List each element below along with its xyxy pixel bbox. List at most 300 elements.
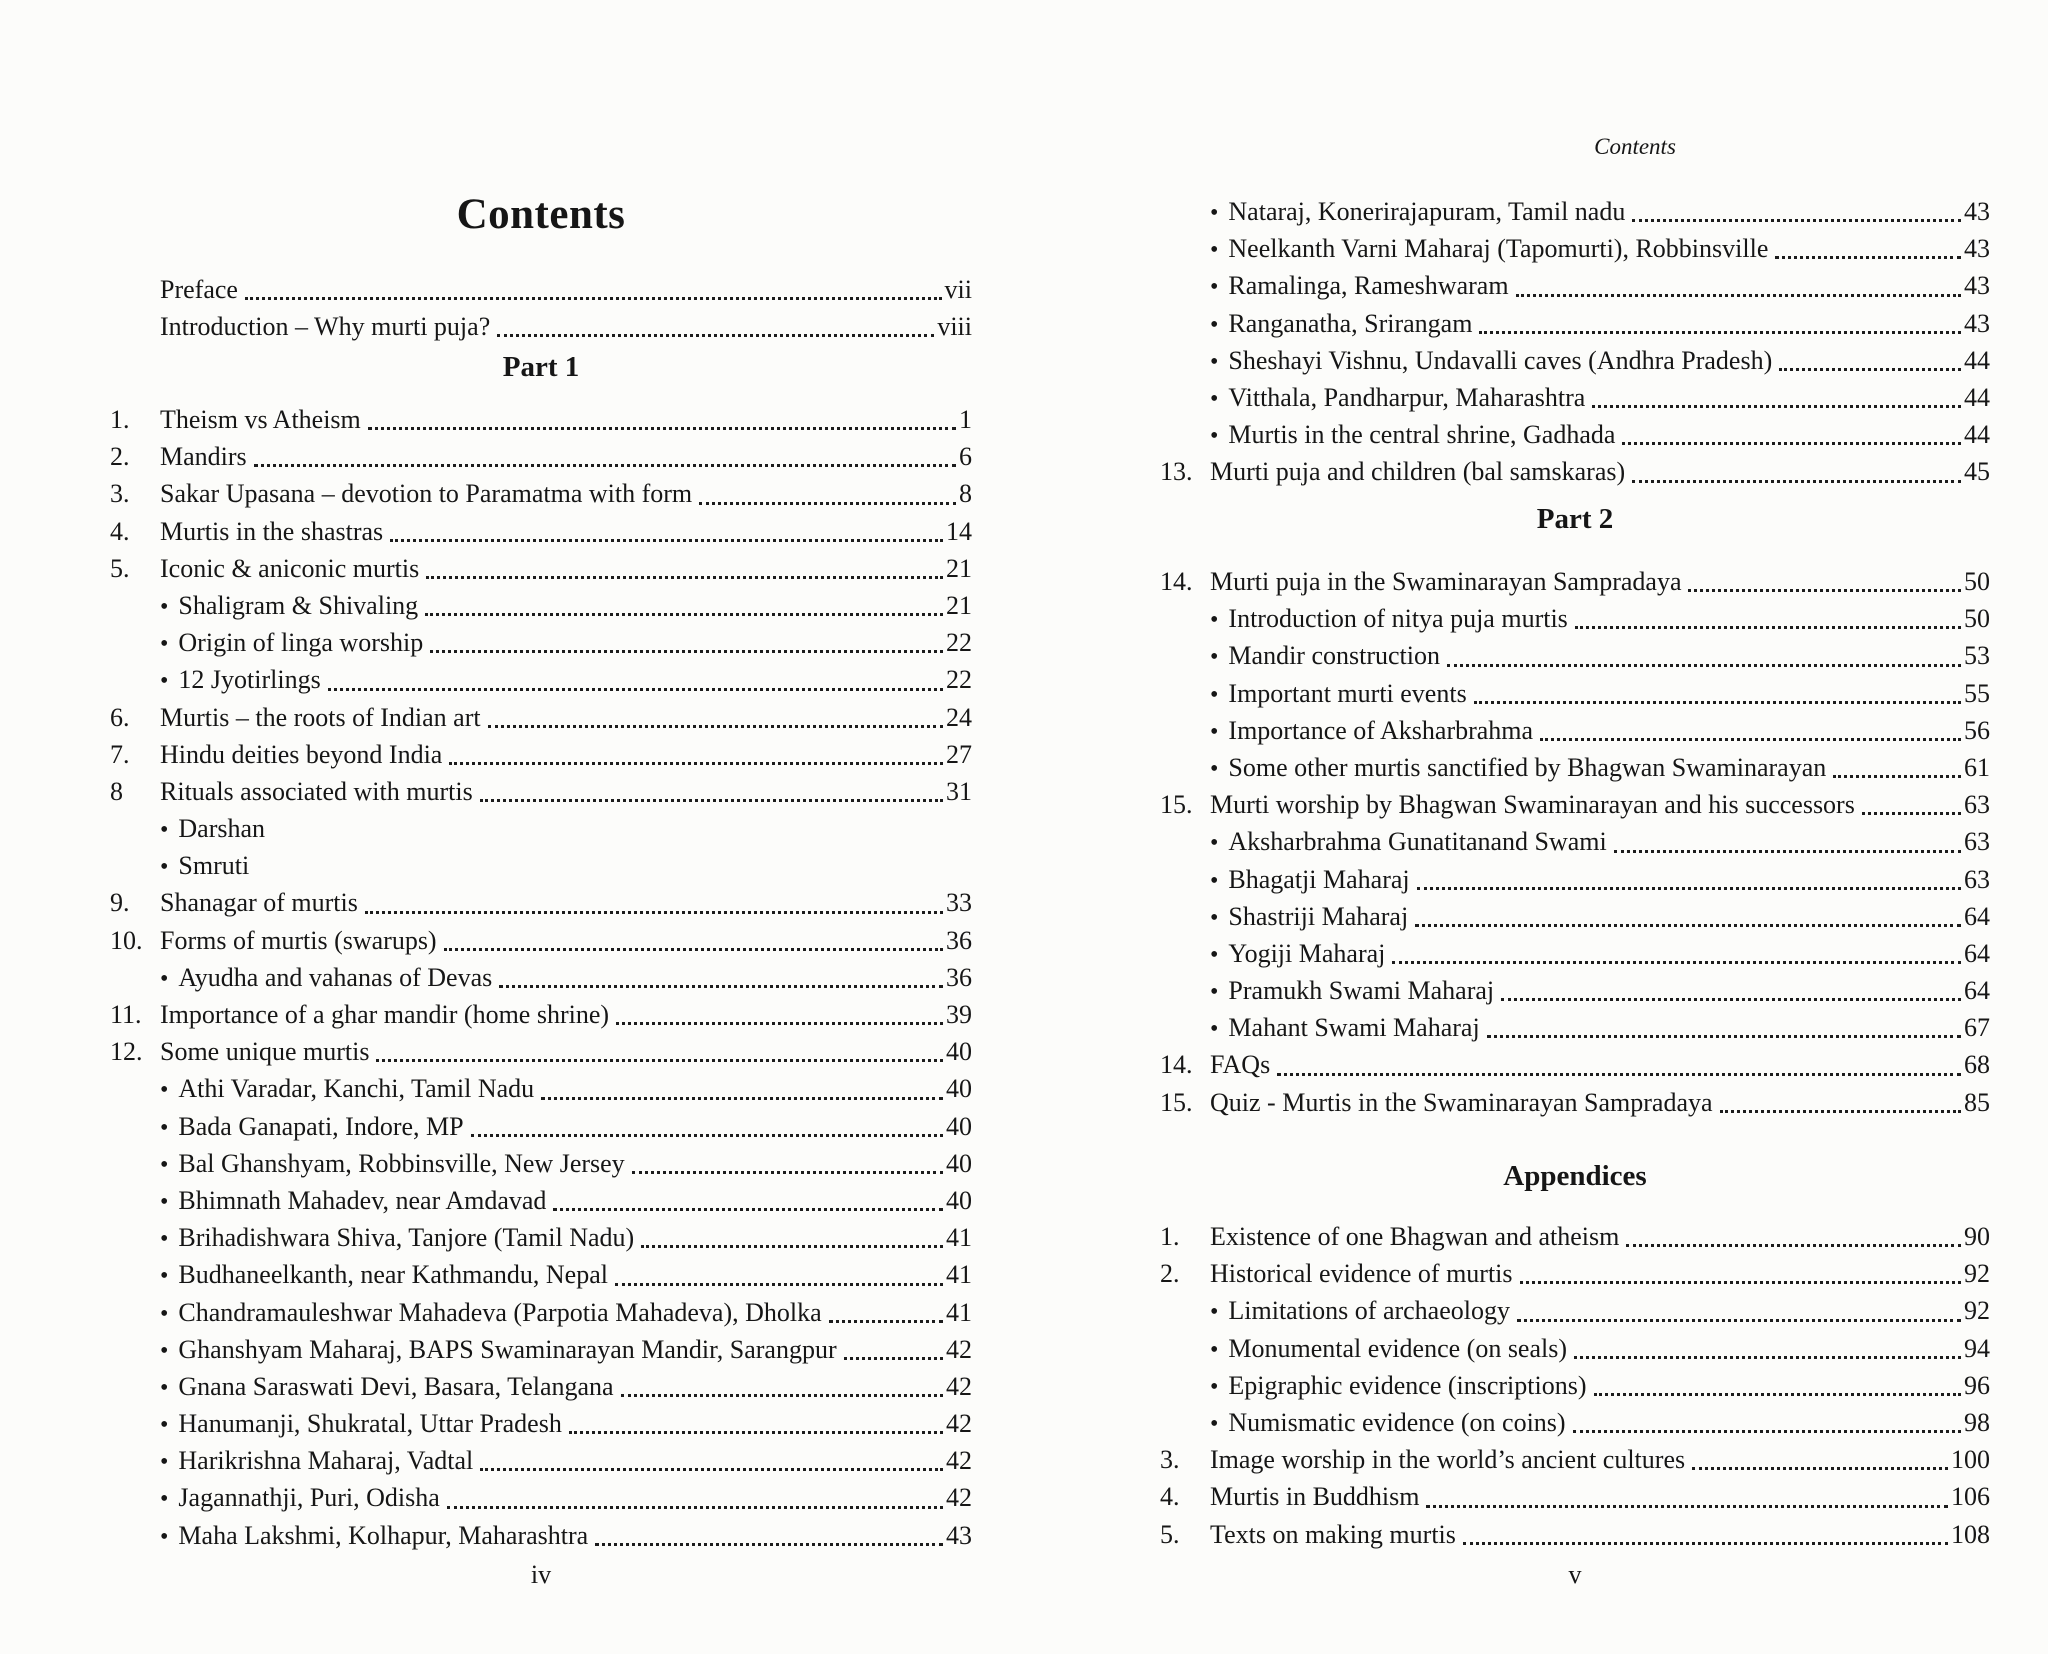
toc-entry-page: 50: [1964, 604, 1990, 634]
toc-entry-page: 50: [1964, 567, 1990, 596]
dot-leader: [1463, 1538, 1948, 1545]
toc-entry-number: 5.: [110, 553, 130, 583]
toc-entry-page: viii: [937, 312, 972, 342]
toc-entry-label: Jagannathji, Puri, Odisha: [178, 1483, 440, 1513]
toc-row: [1160, 1516, 1990, 1553]
dot-leader: [425, 609, 943, 616]
dot-leader: [1479, 327, 1961, 334]
toc-entry-page: 22: [946, 628, 972, 658]
dot-leader: [499, 981, 943, 988]
toc-row: [1160, 1367, 1990, 1404]
bullet-icon: •: [1210, 200, 1219, 226]
toc-entry-label: Nataraj, Konerirajapuram, Tamil nadu: [1228, 197, 1626, 226]
dot-leader: [615, 1279, 943, 1286]
running-header: Contents: [1594, 134, 1676, 159]
bullet-icon: •: [1210, 348, 1219, 375]
toc-entry-label: Mandir construction: [1228, 641, 1440, 671]
toc-entry-page: 108: [1951, 1519, 1990, 1549]
toc-entry-label: Yogiji Maharaj: [1228, 938, 1386, 968]
dot-leader: [1592, 401, 1961, 408]
toc-entry-page: 31: [946, 776, 972, 806]
toc-entry-number: 12.: [110, 1037, 143, 1067]
bullet-icon: •: [160, 1337, 169, 1364]
page-folio-right: v: [1568, 1560, 1582, 1589]
toc-entry-label: Ghanshyam Maharaj, BAPS Swaminarayan Mandir, Sarangpur: [178, 1334, 837, 1364]
toc-entry-page: 44: [1964, 345, 1990, 375]
toc-row: [110, 1368, 972, 1405]
dot-leader: [365, 907, 943, 914]
toc-row: [110, 438, 972, 475]
toc-entry-page: 96: [1964, 1370, 1990, 1400]
toc-entry-page: 53: [1964, 641, 1990, 671]
dot-leader: [541, 1093, 943, 1100]
toc-entry-label: Forms of murtis (swarups): [160, 925, 437, 955]
toc-row: [110, 1256, 972, 1293]
toc-entry-label: Murtis – the roots of Indian art: [160, 702, 481, 732]
toc-entry-label: Brihadishwara Shiva, Tanjore (Tamil Nadu): [178, 1223, 635, 1253]
dot-leader: [1501, 994, 1961, 1001]
toc-entry-number: 7.: [110, 739, 130, 769]
toc-entry-page: 92: [1964, 1296, 1990, 1326]
toc-entry-label: Shastriji Maharaj: [1228, 901, 1409, 931]
toc-entry-label: Murti puja and children (bal samskaras): [1210, 457, 1626, 487]
toc-entry-label: Origin of linga worship: [178, 628, 424, 658]
bullet-icon: •: [1210, 274, 1219, 301]
toc-entry-page: 33: [946, 888, 972, 918]
dot-leader: [844, 1353, 943, 1360]
toc-entry-label: Historical evidence of murtis: [1210, 1259, 1513, 1289]
toc-row: [1160, 1255, 1990, 1292]
toc-entry-page: 42: [946, 1446, 972, 1476]
toc-entry-page: 43: [946, 1520, 972, 1550]
dot-leader: [1520, 1277, 1961, 1284]
toc-row: [1160, 342, 1990, 379]
toc-entry-page: 68: [1964, 1050, 1990, 1080]
toc-entry-page: 100: [1951, 1445, 1990, 1475]
toc-entry-number: 10.: [110, 925, 143, 955]
toc-entry-label: Bal Ghanshyam, Robbinsville, New Jersey: [178, 1148, 625, 1178]
toc-row: [1160, 786, 1990, 823]
toc-entry-page: 22: [946, 665, 972, 695]
toc-row: [110, 996, 972, 1033]
toc-row: [1160, 1292, 1990, 1329]
bullet-icon: •: [160, 1263, 169, 1290]
toc-entry-label: Hanumanji, Shukratal, Uttar Pradesh: [178, 1409, 562, 1439]
toc-row: [110, 661, 972, 698]
toc-entry-page: 63: [1964, 827, 1990, 857]
toc-entry-page: 56: [1964, 715, 1990, 745]
toc-entry-page: 1: [959, 405, 972, 434]
toc-entry-label: Existence of one Bhagwan and atheism: [1210, 1222, 1620, 1251]
toc-row: [1160, 712, 1990, 749]
dot-leader: [447, 1502, 943, 1509]
toc-entry-page: vii: [944, 275, 972, 304]
toc-entry-label: Smruti: [178, 851, 250, 881]
bullet-icon: •: [160, 1374, 169, 1401]
toc-entry-label: Harikrishna Maharaj, Vadtal: [178, 1446, 474, 1476]
toc-row: [110, 1405, 972, 1442]
part2-entry-list: [1160, 563, 1990, 1121]
dot-leader: [641, 1241, 943, 1248]
contents-title: Contents: [456, 191, 626, 238]
dot-leader: [449, 758, 943, 765]
toc-row: [110, 550, 972, 587]
toc-entry-page: 21: [946, 590, 972, 620]
toc-entry-label: Iconic & aniconic murtis: [160, 553, 420, 583]
toc-entry-label: Neelkanth Varni Maharaj (Tapomurti), Robbinsville: [1228, 234, 1769, 264]
toc-entry-page: 43: [1964, 234, 1990, 264]
toc-entry-page: 64: [1964, 901, 1990, 931]
toc-row: [110, 810, 972, 847]
dot-leader: [376, 1055, 943, 1062]
toc-entry-number: 13.: [1160, 457, 1193, 487]
dot-leader: [1516, 290, 1961, 297]
toc-row: [110, 308, 972, 345]
toc-entry-label: Preface: [160, 275, 238, 304]
bullet-icon: •: [160, 965, 169, 992]
toc-row: [1160, 1046, 1990, 1083]
dot-leader: [1632, 476, 1961, 483]
dot-leader: [1487, 1031, 1961, 1038]
toc-entry-label: Bada Ganapati, Indore, MP: [178, 1111, 464, 1141]
dot-leader: [1720, 1106, 1961, 1113]
bullet-icon: •: [160, 1226, 169, 1253]
bullet-icon: •: [160, 1151, 169, 1178]
toc-entry-label: Sheshayi Vishnu, Undavalli caves (Andhra Pradesh): [1228, 345, 1773, 375]
toc-entry-page: 36: [946, 962, 972, 992]
toc-entry-page: 8: [959, 479, 972, 509]
bullet-icon: •: [160, 1188, 169, 1215]
dot-leader: [1447, 660, 1961, 667]
dot-leader: [632, 1167, 943, 1174]
toc-entry-page: 27: [946, 739, 972, 769]
toc-row: [110, 1517, 972, 1554]
dot-leader: [1392, 957, 1961, 964]
toc-entry-number: 8: [110, 776, 123, 806]
toc-entry-label: Murtis in the shastras: [160, 516, 384, 546]
bullet-icon: •: [160, 1486, 169, 1513]
toc-entry-page: 40: [946, 1074, 972, 1104]
dot-leader: [245, 293, 942, 300]
bullet-icon: •: [1210, 1373, 1219, 1400]
toc-entry-label: Bhagatji Maharaj: [1228, 864, 1410, 894]
bullet-icon: •: [1210, 755, 1219, 782]
bullet-icon: •: [1210, 237, 1219, 264]
toc-entry-page: 106: [1951, 1482, 1990, 1512]
part1-heading: Part 1: [502, 351, 580, 383]
toc-entry-label: Murti puja in the Swaminarayan Sampradaya: [1210, 567, 1682, 596]
dot-leader: [254, 460, 956, 467]
toc-row: [110, 1331, 972, 1368]
toc-row: [1160, 823, 1990, 860]
toc-entry-label: Ramalinga, Rameshwaram: [1228, 271, 1509, 301]
toc-entry-label: Important murti events: [1228, 678, 1467, 708]
toc-entry-page: 55: [1964, 678, 1990, 708]
bullet-icon: •: [1210, 681, 1219, 708]
dot-leader: [444, 944, 943, 951]
toc-entry-page: 85: [1964, 1087, 1990, 1117]
toc-row: [1160, 379, 1990, 416]
toc-entry-label: Bhimnath Mahadev, near Amdavad: [178, 1185, 547, 1215]
toc-entry-page: 36: [946, 925, 972, 955]
toc-entry-page: 45: [1964, 457, 1990, 487]
toc-entry-page: 44: [1964, 382, 1990, 412]
toc-entry-number: 2.: [110, 442, 130, 472]
dot-leader: [553, 1204, 943, 1211]
toc-row: [110, 1294, 972, 1331]
toc-row: [1160, 563, 1990, 600]
dot-leader: [480, 1464, 943, 1471]
toc-entry-number: 6.: [110, 702, 130, 732]
toc-entry-page: 63: [1964, 864, 1990, 894]
toc-entry-label: Mahant Swami Maharaj: [1228, 1013, 1480, 1043]
toc-row: [110, 1479, 972, 1516]
bullet-icon: •: [1210, 311, 1219, 338]
front-matter-list: [110, 271, 972, 345]
toc-entry-label: Monumental evidence (on seals): [1228, 1333, 1568, 1363]
toc-row: [1160, 935, 1990, 972]
toc-entry-label: Budhaneelkanth, near Kathmandu, Nepal: [178, 1260, 608, 1290]
toc-entry-page: 41: [946, 1297, 972, 1327]
dot-leader: [1622, 438, 1961, 445]
left-page: [110, 0, 972, 1654]
dot-leader: [426, 572, 943, 579]
bullet-icon: •: [1210, 1410, 1219, 1437]
toc-entry-page: 40: [946, 1111, 972, 1141]
toc-entry-number: 9.: [110, 888, 130, 918]
toc-row: [110, 922, 972, 959]
toc-row: [110, 587, 972, 624]
part1-entry-list: [110, 401, 972, 1554]
toc-entry-label: Darshan: [178, 814, 266, 844]
toc-entry-label: Importance of a ghar mandir (home shrine): [160, 1000, 610, 1029]
toc-row: [1160, 230, 1990, 267]
toc-entry-page: 24: [946, 702, 972, 732]
toc-entry-label: FAQs: [1210, 1050, 1271, 1080]
toc-entry-label: Sakar Upasana – devotion to Paramatma with form: [160, 479, 693, 509]
toc-row: [110, 401, 972, 438]
bullet-icon: •: [1210, 1299, 1219, 1326]
dot-leader: [497, 330, 934, 337]
toc-row: [1160, 861, 1990, 898]
bullet-icon: •: [160, 1412, 169, 1439]
toc-row: [110, 513, 972, 550]
toc-entry-label: Vitthala, Pandharpur, Maharashtra: [1228, 382, 1586, 412]
toc-row: [110, 1442, 972, 1479]
toc-entry-number: 14.: [1160, 567, 1193, 596]
part2-heading: Part 2: [1536, 503, 1614, 535]
toc-entry-page: 43: [1964, 308, 1990, 338]
toc-row: [1160, 1478, 1990, 1515]
toc-entry-page: 42: [946, 1483, 972, 1513]
toc-row: [110, 475, 972, 512]
dot-leader: [595, 1539, 943, 1546]
dot-leader: [1573, 1426, 1961, 1433]
dot-leader: [829, 1316, 943, 1323]
bullet-icon: •: [1210, 867, 1219, 894]
bullet-icon: •: [1210, 979, 1219, 1006]
toc-entry-page: 6: [959, 442, 972, 472]
toc-row: [1160, 600, 1990, 637]
toc-row: [1160, 1218, 1990, 1255]
toc-entry-number: 15.: [1160, 1087, 1193, 1117]
dot-leader: [1426, 1501, 1948, 1508]
toc-entry-page: 41: [946, 1260, 972, 1290]
toc-entry-label: Shanagar of murtis: [160, 888, 358, 918]
toc-entry-page: 40: [946, 1148, 972, 1178]
toc-entry-page: 64: [1964, 938, 1990, 968]
toc-entry-page: 92: [1964, 1259, 1990, 1289]
dot-leader: [1614, 846, 1961, 853]
dot-leader: [1540, 734, 1961, 741]
dot-leader: [699, 498, 956, 505]
toc-entry-label: Theism vs Atheism: [160, 405, 361, 434]
toc-row: [1160, 637, 1990, 674]
toc-row: [110, 1033, 972, 1070]
dot-leader: [1862, 808, 1961, 815]
toc-row: [110, 699, 972, 736]
toc-entry-page: 98: [1964, 1407, 1990, 1437]
toc-entry-label: Ranganatha, Srirangam: [1228, 308, 1473, 338]
dot-leader: [1517, 1315, 1961, 1322]
toc-entry-page: 41: [946, 1223, 972, 1253]
toc-row: [110, 736, 972, 773]
dot-leader: [1277, 1069, 1961, 1076]
dot-leader: [621, 1390, 943, 1397]
bullet-icon: •: [160, 668, 169, 695]
toc-entry-page: 43: [1964, 271, 1990, 301]
appendix-entry-list: [1160, 1218, 1990, 1553]
bullet-icon: •: [1210, 941, 1219, 968]
toc-entry-page: 39: [946, 1000, 972, 1029]
toc-entry-page: 61: [1964, 752, 1990, 782]
toc-entry-page: 40: [946, 1037, 972, 1067]
dot-leader: [1474, 697, 1961, 704]
toc-entry-page: 42: [946, 1409, 972, 1439]
toc-entry-page: 90: [1964, 1222, 1990, 1251]
toc-row: [1160, 305, 1990, 342]
toc-entry-page: 67: [1964, 1013, 1990, 1043]
dot-leader: [328, 684, 943, 691]
toc-row: [1160, 267, 1990, 304]
toc-entry-number: 15.: [1160, 790, 1193, 820]
toc-row: [110, 1182, 972, 1219]
dot-leader: [480, 795, 943, 802]
bullet-icon: •: [1210, 830, 1219, 857]
toc-entry-page: 40: [946, 1185, 972, 1215]
dot-leader: [368, 423, 956, 430]
toc-row: [110, 1108, 972, 1145]
toc-entry-label: Importance of Aksharbrahma: [1228, 715, 1534, 745]
toc-entry-label: Murtis in the central shrine, Gadhada: [1228, 420, 1616, 450]
toc-row: [1160, 453, 1990, 490]
toc-entry-page: 42: [946, 1371, 972, 1401]
dot-leader: [1574, 1352, 1961, 1359]
bullet-icon: •: [160, 1077, 169, 1104]
toc-row: [110, 624, 972, 661]
dot-leader: [1775, 252, 1961, 259]
toc-row: [110, 847, 972, 884]
toc-entry-number: 11.: [110, 1000, 142, 1029]
appendices-heading: Appendices: [1503, 1160, 1647, 1192]
bullet-icon: •: [1210, 1016, 1219, 1043]
toc-row: [1160, 416, 1990, 453]
toc-row: [1160, 898, 1990, 935]
toc-entry-page: 44: [1964, 420, 1990, 450]
toc-entry-label: Introduction of nitya puja murtis: [1228, 604, 1568, 634]
dot-leader: [1415, 920, 1961, 927]
toc-entry-number: 1.: [1160, 1222, 1180, 1251]
dot-leader: [1692, 1463, 1948, 1470]
dot-leader: [569, 1427, 943, 1434]
bullet-icon: •: [160, 817, 169, 844]
dot-leader: [1833, 771, 1961, 778]
toc-row: [110, 271, 972, 308]
toc-row: [1160, 675, 1990, 712]
toc-row: [110, 959, 972, 996]
toc-row: [110, 884, 972, 921]
right-page: [1160, 0, 1990, 1654]
toc-entry-page: 63: [1964, 790, 1990, 820]
toc-entry-page: 21: [946, 553, 972, 583]
dot-leader: [1779, 364, 1961, 371]
dot-leader: [616, 1018, 943, 1025]
bullet-icon: •: [160, 593, 169, 620]
toc-row: [1160, 1330, 1990, 1367]
toc-row: [1160, 1084, 1990, 1121]
dot-leader: [488, 721, 943, 728]
toc-entry-label: Gnana Saraswati Devi, Basara, Telangana: [178, 1371, 614, 1401]
toc-entry-label: Ayudha and vahanas of Devas: [178, 962, 493, 992]
toc-entry-label: Chandramauleshwar Mahadeva (Parpotia Mahadeva), Dholka: [178, 1297, 822, 1327]
toc-entry-label: 12 Jyotirlings: [178, 665, 321, 695]
bullet-icon: •: [160, 1449, 169, 1476]
toc-entry-label: Some other murtis sanctified by Bhagwan Swaminarayan: [1228, 752, 1827, 782]
bullet-icon: •: [160, 631, 169, 658]
toc-entry-number: 4.: [110, 516, 130, 546]
bullet-icon: •: [1210, 607, 1219, 634]
dot-leader: [1594, 1389, 1961, 1396]
toc-row: [110, 1070, 972, 1107]
toc-entry-label: Numismatic evidence (on coins): [1228, 1407, 1566, 1437]
toc-entry-label: Introduction – Why murti puja?: [160, 312, 491, 342]
toc-entry-number: 14.: [1160, 1050, 1193, 1080]
toc-entry-number: 2.: [1160, 1259, 1180, 1289]
toc-entry-label: Limitations of archaeology: [1228, 1296, 1510, 1326]
dot-leader: [1575, 622, 1961, 629]
toc-entry-number: 3.: [110, 479, 130, 509]
toc-entry-label: Quiz - Murtis in the Swaminarayan Sampradaya: [1210, 1087, 1713, 1117]
toc-entry-page: 43: [1964, 197, 1990, 226]
toc-entry-label: Murtis in Buddhism: [1210, 1482, 1420, 1512]
toc-entry-label: Rituals associated with murtis: [160, 776, 473, 806]
toc-row: [110, 1145, 972, 1182]
toc-entry-label: Some unique murtis: [160, 1037, 370, 1067]
page-folio-left: iv: [530, 1560, 552, 1589]
toc-row: [1160, 972, 1990, 1009]
toc-entry-label: Mandirs: [160, 442, 247, 472]
toc-entry-page: 14: [946, 516, 972, 546]
toc-row: [1160, 1009, 1990, 1046]
dot-leader: [1632, 215, 1961, 222]
toc-entry-number: 5.: [1160, 1519, 1180, 1549]
toc-entry-label: Aksharbrahma Gunatitanand Swami: [1228, 827, 1607, 857]
bullet-icon: •: [160, 1523, 169, 1550]
toc-row: [1160, 749, 1990, 786]
toc-entry-label: Texts on making murtis: [1210, 1519, 1456, 1549]
toc-entry-label: Maha Lakshmi, Kolhapur, Maharashtra: [178, 1520, 589, 1550]
toc-entry-label: Pramukh Swami Maharaj: [1228, 976, 1495, 1006]
